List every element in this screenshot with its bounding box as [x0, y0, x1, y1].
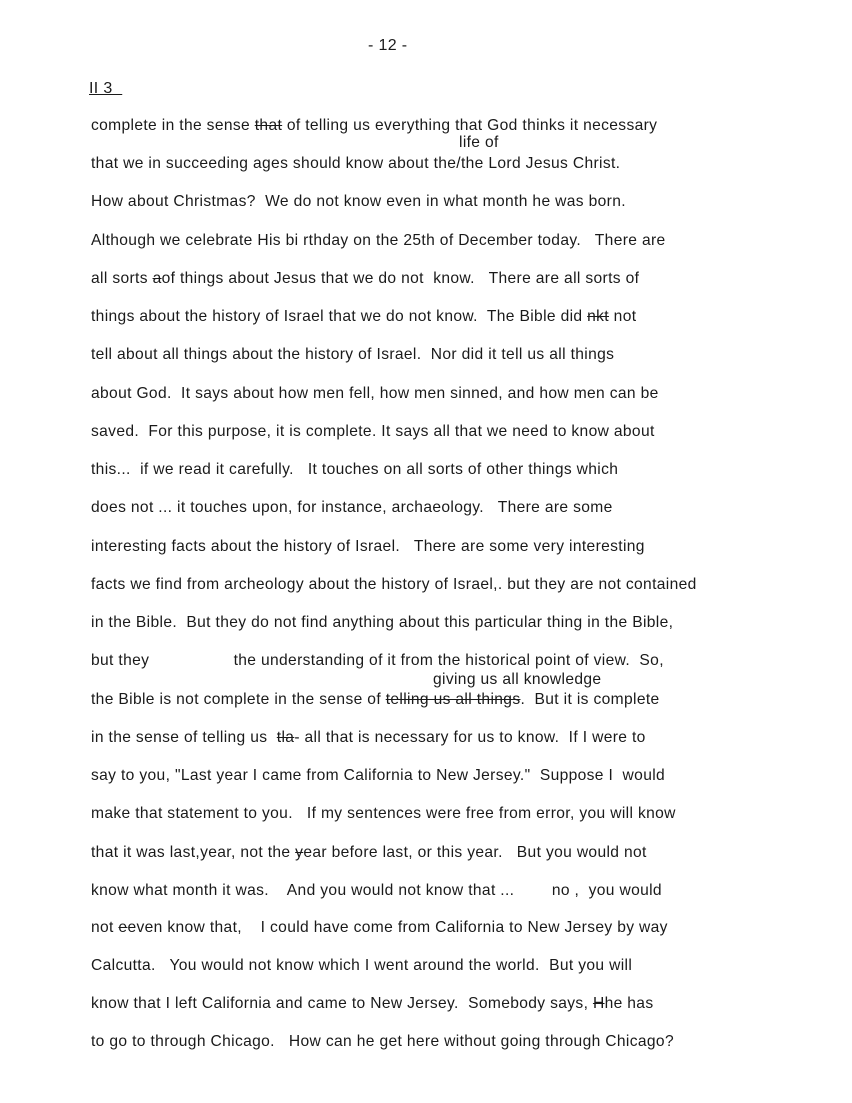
struck-text: tla: [276, 729, 295, 746]
text-line: [91, 767, 665, 785]
text-line: [91, 193, 626, 211]
text-segment: Calcutta. You would not know which I went around the world. But you will: [91, 957, 633, 974]
struck-text: telling us all things: [385, 691, 521, 708]
text-segment: that it was last,year, not the: [91, 844, 296, 861]
struck-text: nkt: [587, 308, 609, 325]
text-segment: . But it is complete: [520, 691, 660, 708]
text-segment: in the sense of telling us: [91, 729, 277, 746]
text-line: [91, 308, 636, 326]
text-segment: of telling us everything that God thinks it necessary: [282, 117, 658, 134]
struck-text: e: [118, 919, 128, 936]
struck-text: y: [295, 844, 304, 861]
text-line: [91, 270, 639, 288]
text-segment: tell about all things about the history of Israel. Nor did it tell us all things: [91, 346, 615, 363]
text-segment: even know that, I could have come from California to New Jersey by way: [127, 919, 668, 936]
text-line: [91, 576, 697, 594]
text-segment: things about the history of Israel that we do not know. The Bible did: [91, 308, 588, 325]
text-segment: about God. It says about how men fell, how men sinned, and how men can be: [91, 385, 659, 402]
text-line: [91, 691, 660, 709]
text-line: [91, 805, 676, 823]
text-segment: say to you, "Last year I came from California to New Jersey." Suppose I would: [91, 767, 666, 784]
text-segment: that we in succeeding ages should know about the/the Lord Jesus Christ.: [91, 155, 621, 172]
struck-text: that: [254, 117, 283, 134]
text-segment: not: [609, 308, 637, 325]
text-line: [91, 614, 673, 632]
text-line: [91, 1033, 674, 1051]
text-line: [91, 919, 668, 937]
text-line: [91, 461, 618, 479]
page-number: - 12 -: [368, 37, 408, 54]
text-segment: make that statement to you. If my sentences were free from error, you will know: [91, 805, 676, 822]
text-segment: How about Christmas? We do not know even in what month he was born.: [91, 193, 626, 210]
text-line: [91, 346, 614, 364]
text-segment: facts we find from archeology about the history of Israel,. but they are not contained: [91, 576, 697, 593]
text-line: [91, 538, 645, 556]
text-line: [91, 385, 659, 403]
text-segment: does not ... it touches upon, for instance, archaeology. There are some: [91, 499, 613, 516]
text-segment: saved. For this purpose, it is complete. It says all that we need to know about: [91, 423, 655, 440]
text-segment: of things about Jesus that we do not know. There are all sorts of: [161, 270, 640, 287]
text-segment: not: [91, 919, 119, 936]
text-segment: in the Bible. But they do not find anything about this particular thing in the Bible,: [91, 614, 674, 631]
text-segment: interesting facts about the history of Israel. There are some very interesting: [91, 538, 645, 555]
text-segment: but they the understanding of it from the historical point of view. So,: [91, 652, 664, 669]
text-line: [91, 499, 613, 517]
text-segment: know what month it was. And you would not know that ... no , you would: [91, 882, 662, 899]
text-line: [91, 423, 655, 441]
section-heading: II 3: [89, 80, 123, 97]
text-segment: he has: [604, 995, 654, 1012]
text-segment: Although we celebrate His bi rthday on the 25th of December today. There are: [91, 232, 666, 249]
text-segment: to go to through Chicago. How can he get here without going through Chicago?: [91, 1033, 674, 1050]
text-line: [91, 957, 632, 975]
interlinear-note: life of: [459, 134, 499, 151]
interlinear-note: giving us all knowledge: [433, 671, 602, 688]
text-line: [91, 232, 666, 250]
text-segment: complete in the sense: [91, 117, 255, 134]
text-line: [91, 729, 646, 747]
text-line: [91, 882, 662, 900]
text-line: [91, 117, 657, 135]
text-segment: - all that is necessary for us to know. If I were to: [294, 729, 646, 746]
struck-text: a: [152, 270, 162, 287]
text-segment: know that I left California and came to New Jersey. Somebody says,: [91, 995, 593, 1012]
text-segment: this... if we read it carefully. It touches on all sorts of other things which: [91, 461, 619, 478]
text-segment: ear before last, or this year. But you would not: [303, 844, 647, 861]
text-line: [91, 155, 620, 173]
text-line: [91, 844, 647, 862]
text-line: [91, 652, 664, 670]
text-segment: all sorts: [91, 270, 153, 287]
text-segment: the Bible is not complete in the sense of: [91, 691, 386, 708]
text-line: [91, 995, 653, 1013]
struck-text: H: [592, 995, 605, 1012]
